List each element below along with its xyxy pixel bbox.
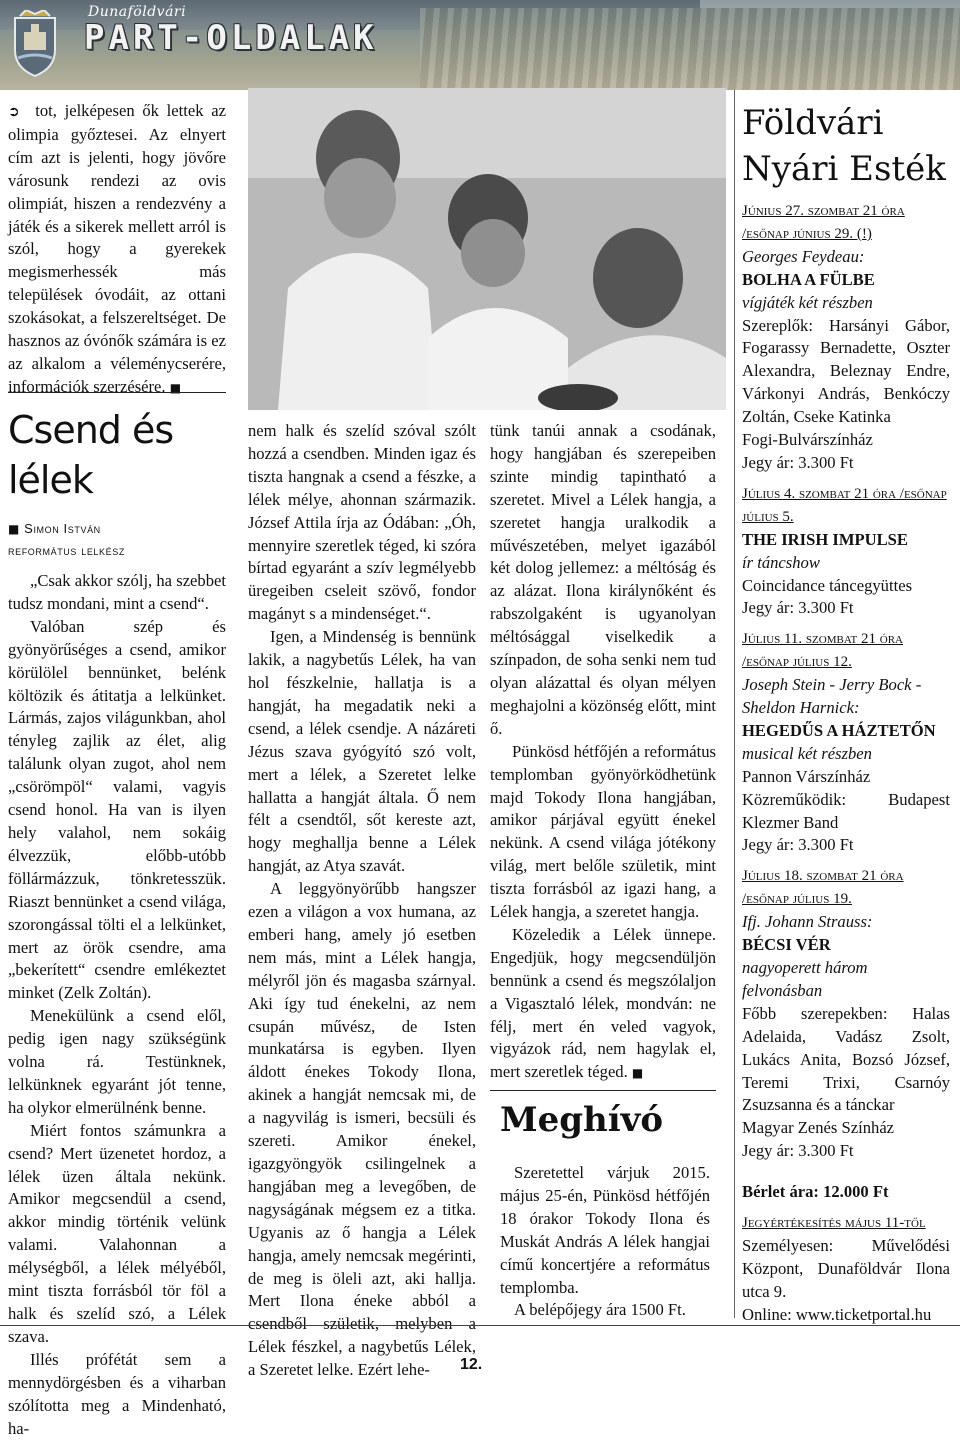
section-divider	[8, 392, 226, 393]
event-play: HEGEDŰS A HÁZTETŐN	[742, 720, 936, 740]
event-company: Pannon Várszínház	[742, 766, 871, 786]
article-paragraph: Menekülünk a csend elől, pedig igen nagy szükségünk volna rá. Testünknek, lelkünknek egyaránt jót tenne, ha olykor elmerülnénk benne.	[8, 1006, 226, 1117]
article-paragraph: A leggyönyörűbb hangszer ezen a világon a vox humana, az emberi hang, amely jó esetben nem más, mint a Lélek hangja, mélyről jön és magasba szárnyal. Aki így tud énekelni, az nem csupán művész, de Isten munkatársa is egyben. Ilyen áldott énekes Tokody Ilona, akinek a hangját nemcsak mi, de a nagyvilág is ismeri, becsüli és szereti. Amikor énekel, igazgyöngyök csilingelnek a hangjában meg a levegőben, de nagyságának mégsem ez a titka. Ugyanis az ő hangja a Lélek hangja, amely nemcsak megérinti, de meg is öleli azt, aki hallja. Mert Ilona éneke abból a csendből születik, melyben a Lélek fészkel, a nagybetűs Lélek, a Szeretet lelke. Ezért lehe-	[248, 879, 476, 1380]
event-genre: vígjáték két részben	[742, 292, 873, 312]
brand-title: PART-OLDALAK	[84, 18, 378, 58]
events-title	[742, 100, 952, 192]
article-byline	[8, 518, 228, 561]
page-number: 12.	[460, 1356, 483, 1373]
event-company: Fogi-Bulvárszínház	[742, 430, 873, 450]
event-author: Georges Feydeau:	[742, 246, 865, 266]
online-link[interactable]: Online: www.ticketportal.hu	[742, 1304, 932, 1324]
season-ticket: Bérlet ára: 12.000 Ft	[742, 1182, 889, 1202]
article-title-line1: Csend és	[8, 408, 174, 452]
invite-title: Meghívó	[500, 1100, 664, 1140]
intro-text: tot, jelképesen ők lettek az olimpia győztesei. Az elnyert cím azt is jelenti, hogy jövőre városunk rendezi az ovis olimpiát, hiszen a rendezvény a játék és a sikerek mellett arról is szól, hogy a gyerekek megismerhessék más települések óvodáit, az ottani szokásokat, a felszereltséget. De hasznos az óvónők számára is ez az alkalom a véleménycserére, információk szerzésére.	[8, 101, 226, 396]
article-paragraph: Miért fontos számunkra a csend? Mert üzenetet hordoz, a lélek üzen általa nekünk. Amikor megcsendül a csend, akkor mindig történik velünk valami. Valahonnan a mélységből, a lélek mélyéből, mint tiszta forrásból tör föl a halk és szelíd szó, a Lélek szava.	[8, 1120, 226, 1346]
events-title-line1: Földvári	[742, 103, 884, 143]
children-photo-illustration	[248, 88, 726, 410]
event-play: THE IRISH IMPULSE	[742, 529, 908, 549]
banner-town-aerial	[420, 8, 960, 90]
byline-square-icon: ■	[8, 522, 20, 536]
event-date: Július 11. szombat 21 óra /esőnap július 12.	[742, 631, 903, 671]
event-date: Július 4. szombat 21 óra /esőnap július 5.	[742, 485, 947, 525]
event-price: Jegy ár: 3.300 Ft	[742, 835, 854, 855]
continuation-arrow-icon: ➲	[8, 104, 20, 120]
event-date: Június 27. szombat 21 óra /esőnap június 29. (!)	[742, 203, 905, 242]
event-item	[742, 865, 950, 1163]
author-role: református lelkész	[8, 543, 125, 558]
header-banner	[0, 0, 960, 90]
event-author: Ifj. Johann Strauss:	[742, 912, 873, 932]
events-list	[742, 200, 950, 1327]
article-paragraph: „Csak akkor szólj, ha szebbet tudsz mondani, mint a csend“.	[8, 571, 226, 613]
end-square-icon: ■	[169, 380, 182, 395]
invite-price: A belépőjegy ára 1500 Ft.	[514, 1300, 686, 1320]
invite-paragraph: Szeretettel várjuk 2015. május 25-én, Pünkösd hétfőjén 18 órakor Tokody Ilona és Muskát András A lélek hangjai című koncertjére a református templomba.	[500, 1163, 710, 1297]
footer-divider	[0, 1325, 960, 1326]
event-company: Magyar Zenés Színház	[742, 1118, 895, 1138]
children-photo	[248, 88, 726, 410]
event-item	[742, 628, 950, 857]
event-genre: musical két részben	[742, 743, 872, 763]
coat-of-arms-icon	[10, 10, 60, 78]
article-paragraph: Igen, a Mindenség is bennünk lakik, a nagybetűs Lélek, ha van hol fészkelnie, hallatja is a hangját, ha megadatik neki a csend, a lélek csendje. A názáreti Jézus szava gyógyító szó volt, mert a lélek, a Szeretet lelke hallatta a hangját általa. Ő nem félt a csendtől, sőt kereste azt, hogy meghallja benne a Lélek hangját, az Atya szavát.	[248, 627, 476, 876]
brand-subtitle: Dunaföldvári	[88, 4, 187, 20]
article-paragraph: Valóban szép és gyönyörűséges a csend, amikor körülölel bennünket, belénk költözik és átitatja a lelkünket. Lármás, zajos világunkban, ahol tényleg zajlik az élet, alig találunk olyan zugot, ahol nem „csörömpöl“ valami, vagyis csend honol. Ha van is ilyen hely valahol, nem sokáig élvezzük, előbb-utóbb föllármázzuk, tönkretesszük. Riaszt bennünket a csend világa, szorongással tölti el a lelkünket, mert az örök csendre, ama „bekerített“ csendre emlékeztet minket (Zelk Zoltán).	[8, 616, 226, 1003]
events-title-line2: Nyári Esték	[742, 149, 946, 189]
article-paragraph: nem halk és szelíd szóval szólt hozzá a csendben. Minden igaz és tiszta hangnak a csend a fészke, a lélek mélye, ahonnan származik. József Attila írja az Ódában: „Óh, mennyire szeretlek téged, ki szóra bírtad egyaránt a szív legmélyebb üregeiben cseleit szövő, fondor magányt s a mindenséget.“.	[248, 421, 476, 624]
article-paragraph: tünk tanúi annak a csodának, hogy hangjában és szerepeiben szinte mindig tapintható a szeretet. Mivel a Lélek hangja, a szeretet hangja uralkodik a művészetében, melyet igazából két dolog jellemez: a méltóság és az alázat. Ilona királynőként és rabszolgaként is ugyanolyan méltósággal viselkedik a színpadon, de soha senki nem tud olyan alázattal és olyan mélyen meghajolni a közönség előtt, mint ő.	[490, 421, 716, 738]
article-col1	[8, 570, 226, 1440]
end-square-icon: ■	[631, 1066, 644, 1081]
invite-divider	[490, 1090, 716, 1091]
event-company: Coincidance táncegyüttes	[742, 575, 913, 595]
author-name: Simon István	[24, 521, 101, 536]
event-author: Joseph Stein - Jerry Bock - Sheldon Harnick:	[742, 675, 922, 718]
event-item	[742, 483, 950, 620]
sales-heading: Jegyértékesítés május 11-től	[742, 1215, 926, 1232]
event-price: Jegy ár: 3.300 Ft	[742, 598, 854, 618]
event-cast: Szereplők: Harsányi Gábor, Fogarassy Bernadette, Oszter Alexandra, Beleznay Endre, Várkonyi András, Benkóczy Zoltán, Cseke Katinka	[742, 315, 950, 427]
intro-column	[8, 100, 226, 400]
event-price: Jegy ár: 3.300 Ft	[742, 452, 854, 472]
article-col2	[248, 420, 476, 1382]
article-paragraph: Közeledik a Lélek ünnepe. Engedjük, hogy megcsendüljön bennünk a csend és megszólaljon a Vigasztaló lélek, mondván: ne félj, mert én veled vagyok, vigyázok rád, nem hagylak el, mert szeretlek téged.	[490, 924, 716, 1082]
event-price: Jegy ár: 3.300 Ft	[742, 1141, 854, 1161]
event-date: Július 18. szombat 21 óra /esőnap július 19.	[742, 868, 904, 908]
event-genre: nagyoperett három felvonásban	[742, 958, 868, 1000]
article-title-line2: lélek	[8, 458, 93, 502]
event-genre: ír táncshow	[742, 552, 820, 572]
event-cast: Főbb szerepekben: Halas Adelaida, Vadász Zsolt, Lukács Anita, Bozsó József, Teremi Trixi, Csarnóy Zsuzsanna és a tánckar	[742, 1003, 950, 1115]
invite-text	[500, 1162, 710, 1322]
event-extra: Közreműködik: Budapest Klezmer Band	[742, 789, 950, 832]
article-paragraph: Pünkösd hétfőjén a református templomban gyönyörködhetünk majd Tokody Ilona hangjában, amikor párjával együtt énekel nekünk. A csend világa jótékony világ, mert belőle születik, mint tiszta forrásból az igazi hang, a Lélek hangja, a szeretet hangja.	[490, 741, 716, 922]
event-play: BOLHA A FÜLBE	[742, 269, 875, 289]
article-title	[8, 405, 226, 505]
event-play: BÉCSI VÉR	[742, 935, 831, 955]
event-item	[742, 200, 950, 475]
article-paragraph: Illés prófétát sem a mennydörgésben és a viharban szólította meg a Mindenható, ha-	[8, 1349, 226, 1438]
article-col3	[490, 420, 716, 1085]
sales-text: Személyesen: Művelődési Központ, Dunaföldvár Ilona utca 9.	[742, 1235, 950, 1301]
